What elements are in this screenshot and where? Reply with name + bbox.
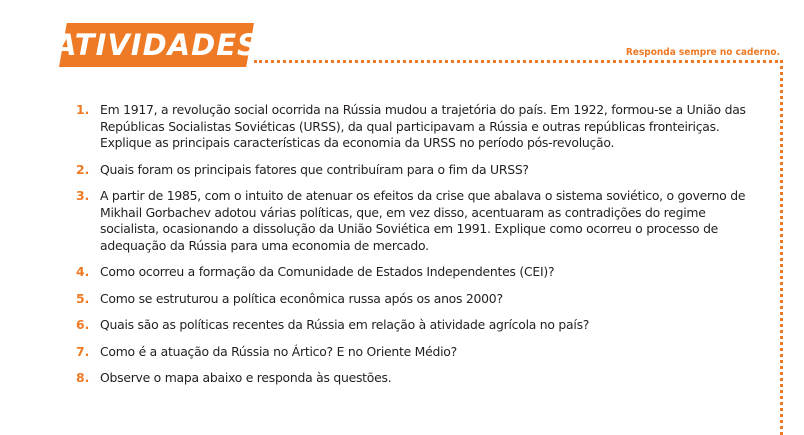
right-dotted-border xyxy=(780,60,783,435)
question-item xyxy=(76,370,762,387)
question-item xyxy=(76,317,762,334)
question-text: Como se estruturou a política econômica russa após os anos 2000? xyxy=(100,290,503,306)
question-text: Como é a atuação da Rússia no Ártico? E no Oriente Médio? xyxy=(100,343,457,359)
question-text: Como ocorreu a formação da Comunidade de Estados Independentes (CEI)? xyxy=(100,264,555,279)
question-text: Observe o mapa abaixo e responda às questões. xyxy=(100,370,392,385)
question-number: 6. xyxy=(76,317,90,332)
question-text: Quais foram os principais fatores que contribuíram para o fim da URSS? xyxy=(100,161,529,177)
question-text: Em 1917, a revolução social ocorrida na Rússia mudou a trajetória do país. Em 1922, formou-se a União das Repúblicas Socialistas Soviéticas (URSS), da qual participavam a Rússia e outras repúblicas fronteiriças. Explique as principais características da economia da URSS no período pós-revolução. xyxy=(100,102,746,150)
section-title: ATIVIDADES xyxy=(54,28,259,62)
question-number: 5. xyxy=(76,290,90,306)
question-text: Quais são as políticas recentes da Rússia em relação à atividade agrícola no país? xyxy=(100,317,590,332)
answer-hint: Responda sempre no caderno. xyxy=(625,47,780,58)
question-number: 1. xyxy=(76,102,90,117)
question-number: 8. xyxy=(76,370,90,385)
question-item xyxy=(76,264,762,281)
top-dotted-border xyxy=(254,60,783,63)
question-item xyxy=(76,188,762,254)
question-item xyxy=(76,291,762,308)
question-item xyxy=(76,344,762,361)
question-text: A partir de 1985, com o intuito de atenuar os efeitos da crise que abalava o sistema soviético, o governo de Mikhail Gorbachev adotou várias políticas, que, em vez disso, acentuaram as contradições do regime socialista, ocasionando a dissolução da União Soviética em 1991. Explique como ocorreu o processo de adequação da Rússia para uma economia de mercado. xyxy=(100,188,746,253)
question-number: 3. xyxy=(76,188,90,203)
question-item xyxy=(76,102,762,152)
question-item xyxy=(76,162,762,179)
question-number: 7. xyxy=(76,343,90,359)
question-list xyxy=(76,102,762,387)
question-number: 4. xyxy=(76,264,90,279)
question-number: 2. xyxy=(76,161,90,177)
